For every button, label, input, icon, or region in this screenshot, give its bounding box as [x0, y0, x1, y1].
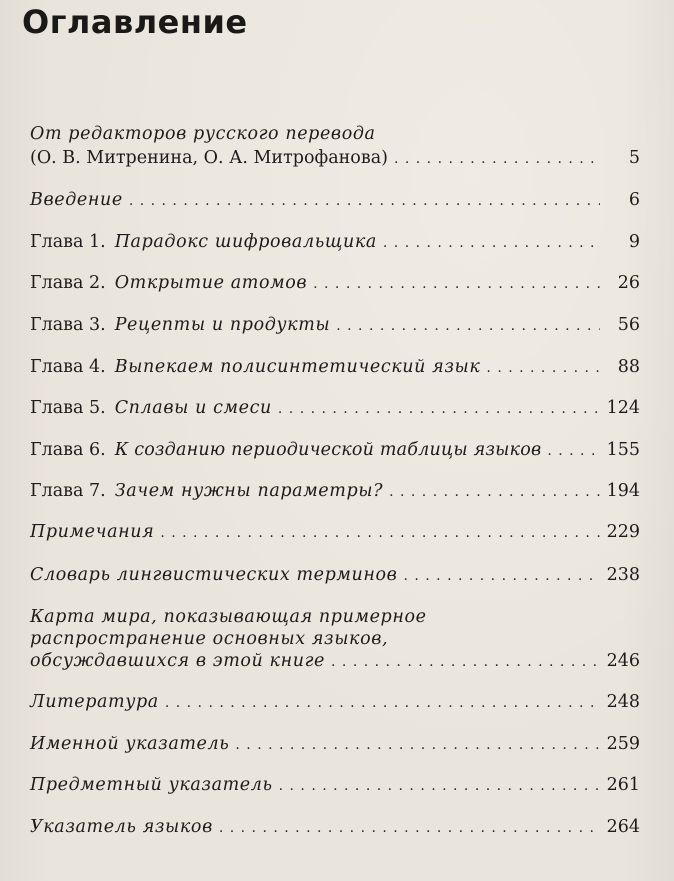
toc-entry-line: [30, 481, 640, 502]
dot-leader: [313, 273, 600, 295]
toc-entry-line: [30, 651, 640, 672]
toc-entry-line: [30, 522, 640, 543]
toc-entry: [30, 607, 640, 672]
dot-leader: [403, 565, 600, 587]
toc-entry: [30, 692, 640, 713]
toc-entry-title: От редакторов русского перевода: [30, 124, 376, 144]
toc-page-number: 5: [628, 148, 640, 168]
toc-page-number: 238: [606, 565, 640, 585]
toc-entry-title: Зачем нужны параметры?: [114, 481, 384, 501]
dot-leader: [219, 817, 600, 839]
dot-leader: [160, 522, 600, 544]
toc-page-number: 194: [606, 481, 640, 501]
toc-page-number: 264: [606, 817, 640, 837]
dot-leader: [394, 148, 600, 170]
dot-leader: [547, 440, 600, 462]
toc-entry-title: Рецепты и продукты: [114, 315, 331, 335]
toc-entry-title: Парадокс шифровальщика: [114, 232, 377, 252]
toc-entry: [30, 232, 640, 253]
toc-entry-line: [30, 817, 640, 838]
dot-leader: [165, 692, 600, 714]
toc-entry-title: Словарь лингвистических терминов: [30, 565, 398, 585]
toc-entry-title: К созданию периодической таблицы языков: [114, 440, 542, 460]
toc-entry-title: обсуждавшихся в этой книге: [30, 651, 326, 671]
toc-entry: [30, 315, 640, 336]
toc-entry: [30, 398, 640, 419]
toc-entry-line: [30, 775, 640, 796]
toc-entry-line: [30, 692, 640, 713]
toc-entry-line: [30, 398, 640, 419]
dot-leader: [331, 651, 600, 673]
chapter-prefix: Глава 5.: [30, 398, 106, 418]
dot-leader: [486, 357, 600, 379]
toc-entry-title: Примечания: [30, 522, 155, 542]
dot-leader: [383, 232, 600, 254]
toc-entry: [30, 481, 640, 502]
toc-page-number: 259: [606, 734, 640, 754]
toc-entry-title: Открытие атомов: [114, 273, 308, 293]
toc-entry-title: (О. В. Митренина, О. А. Митрофанова): [30, 148, 388, 168]
toc-entry-line: [30, 232, 640, 253]
toc-entry-line: [30, 357, 640, 378]
toc-page-number: 56: [617, 315, 640, 335]
toc-entry: [30, 357, 640, 378]
toc-entry: [30, 190, 640, 211]
toc-page-number: 124: [606, 398, 640, 418]
dot-leader: [235, 734, 600, 756]
toc-entry: [30, 124, 640, 169]
toc-entry: [30, 734, 640, 755]
toc-entry: [30, 775, 640, 796]
toc-entry-line: [30, 565, 640, 586]
toc-entry-title: Именной указатель: [30, 734, 230, 754]
toc-entry: [30, 565, 640, 586]
dot-leader: [389, 481, 600, 503]
dot-leader: [279, 775, 600, 797]
toc-entry-line: [30, 734, 640, 755]
toc-entry: [30, 440, 640, 461]
toc-page-number: 155: [606, 440, 640, 460]
toc-entry-title: Указатель языков: [30, 817, 213, 837]
chapter-prefix: Глава 7.: [30, 481, 106, 501]
toc-entry-title: Сплавы и смеси: [114, 398, 272, 418]
page-title: Оглавление: [22, 3, 248, 41]
toc-entry-title: Выпекаем полисинтетический язык: [114, 357, 481, 377]
toc-entry: [30, 273, 640, 294]
toc-entry-line: [30, 190, 640, 211]
toc-entry-title: Карта мира, показывающая примерное: [30, 607, 427, 627]
toc-page-number: 9: [628, 232, 640, 252]
toc-entry-line: [30, 607, 640, 628]
toc-entry-title: Предметный указатель: [30, 775, 273, 795]
chapter-prefix: Глава 6.: [30, 440, 106, 460]
chapter-prefix: Глава 3.: [30, 315, 106, 335]
toc-page-number: 229: [606, 522, 640, 542]
toc-entry-line: [30, 629, 640, 650]
toc-entry-title: Литература: [30, 692, 159, 712]
toc-page-number: 26: [617, 273, 640, 293]
toc-entry-title: Введение: [30, 190, 123, 210]
toc-entry-title: распространение основных языков,: [30, 629, 389, 649]
toc-entry-line: [30, 273, 640, 294]
toc-entry: [30, 522, 640, 543]
toc-entry-line: [30, 440, 640, 461]
toc-page-number: 6: [628, 190, 640, 210]
dot-leader: [278, 398, 600, 420]
toc-entry-line: [30, 124, 640, 145]
dot-leader: [129, 190, 600, 212]
toc-entry-line: [30, 315, 640, 336]
toc-page-number: 246: [606, 651, 640, 671]
chapter-prefix: Глава 1.: [30, 232, 106, 252]
toc-entry-line: [30, 148, 640, 169]
toc-page-number: 88: [617, 357, 640, 377]
toc-page-number: 248: [606, 692, 640, 712]
chapter-prefix: Глава 2.: [30, 273, 106, 293]
dot-leader: [336, 315, 600, 337]
toc-entry: [30, 817, 640, 838]
chapter-prefix: Глава 4.: [30, 357, 106, 377]
toc-page-number: 261: [606, 775, 640, 795]
